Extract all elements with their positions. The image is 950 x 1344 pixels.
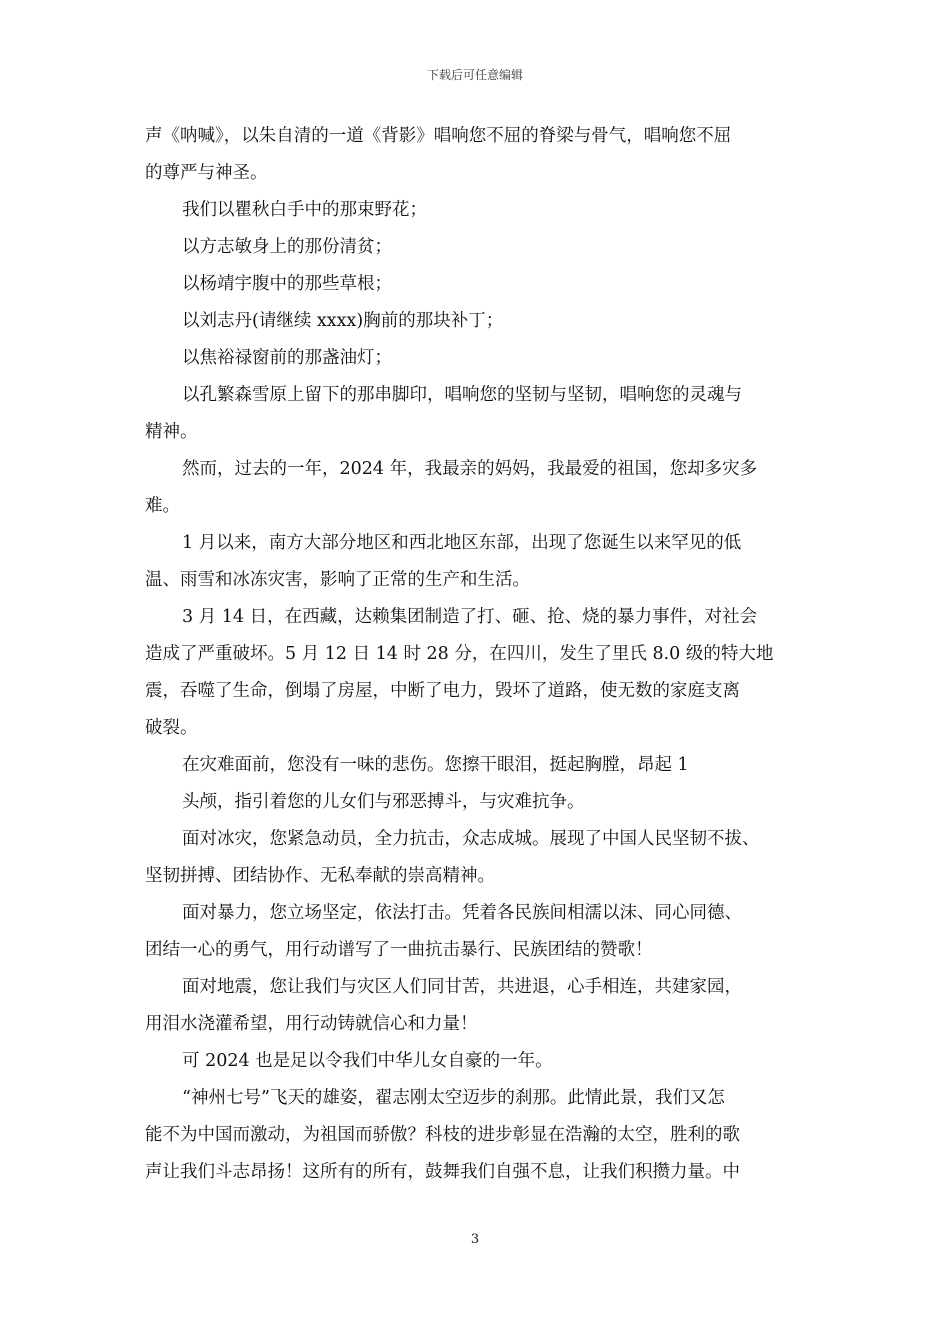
body-line: 头颅，指引着您的儿女们与邪恶搏斗，与灾难抗争。 [182, 792, 585, 812]
body-line: 以刘志丹(请继续 xxxx)胸前的那块补丁； [182, 311, 504, 331]
body-line: 震，吞噬了生命，倒塌了房屋，中断了电力，毁坏了道路，使无数的家庭支离 [145, 681, 740, 701]
body-line: 坚韧拼搏、团结协作、无私奉献的崇高精神。 [145, 866, 495, 886]
document-body [145, 118, 810, 1191]
body-line: 声《呐喊》，以朱自清的一道《背影》唱响您不屈的脊梁与骨气，唱响您不屈 [145, 126, 732, 146]
body-line: 面对暴力，您立场坚定，依法打击。凭着各民族间相濡以沫、同心同德、 [182, 903, 742, 923]
body-line: 以孔繁森雪原上留下的那串脚印，唱响您的坚韧与坚韧，唱响您的灵魂与 [182, 385, 742, 405]
body-line: 可 2024 也是足以令我们中华儿女自豪的一年。 [182, 1051, 553, 1071]
body-line: 以焦裕禄窗前的那盏油灯； [182, 348, 392, 368]
body-line: 我们以瞿秋白手中的那束野花； [182, 200, 427, 220]
body-line: 然而，过去的一年，2024 年，我最亲的妈妈，我最爱的祖国，您却多灾多 [182, 459, 758, 479]
body-line: 面对冰灾，您紧急动员，全力抗击，众志成城。展现了中国人民坚韧不拔、 [182, 829, 760, 849]
body-line: 在灾难面前，您没有一味的悲伤。您擦干眼泪，挺起胸膛，昂起 1 [182, 755, 689, 775]
body-line: 难。 [145, 496, 180, 516]
page-number: 3 [470, 1232, 480, 1247]
body-line: “神州七号”飞天的雄姿，翟志刚太空迈步的刹那。此情此景，我们又怎 [182, 1088, 725, 1108]
body-line: 面对地震，您让我们与灾区人们同甘苦，共进退，心手相连，共建家园， [182, 977, 742, 997]
body-line: 破裂。 [145, 718, 198, 738]
body-line: 温、雨雪和冰冻灾害，影响了正常的生产和生活。 [145, 570, 530, 590]
body-line: 以杨靖宇腹中的那些草根； [182, 274, 392, 294]
body-line: 1 月以来，南方大部分地区和西北地区东部，出现了您诞生以来罕见的低 [182, 533, 742, 553]
body-line: 精神。 [145, 422, 198, 442]
body-line: 3 月 14 日，在西藏，达赖集团制造了打、砸、抢、烧的暴力事件，对社会 [182, 607, 758, 627]
page-header: 下载后可任意编辑 [426, 68, 523, 82]
body-line: 团结一心的勇气，用行动谱写了一曲抗击暴行、民族团结的赞歌！ [145, 940, 653, 960]
body-line: 以方志敏身上的那份清贫； [182, 237, 392, 257]
body-line: 能不为中国而激动，为祖国而骄傲？科枝的进步彰显在浩瀚的太空，胜利的歌 [145, 1125, 740, 1145]
body-line: 的尊严与神圣。 [145, 163, 268, 183]
body-line: 声让我们斗志昂扬！这所有的所有，鼓舞我们自强不息，让我们积攒力量。中 [145, 1162, 740, 1182]
body-line: 造成了严重破坏。5 月 12 日 14 时 28 分，在四川，发生了里氏 8.0 级的特大地 [145, 644, 774, 664]
body-line: 用泪水浇灌希望，用行动铸就信心和力量！ [145, 1014, 478, 1034]
